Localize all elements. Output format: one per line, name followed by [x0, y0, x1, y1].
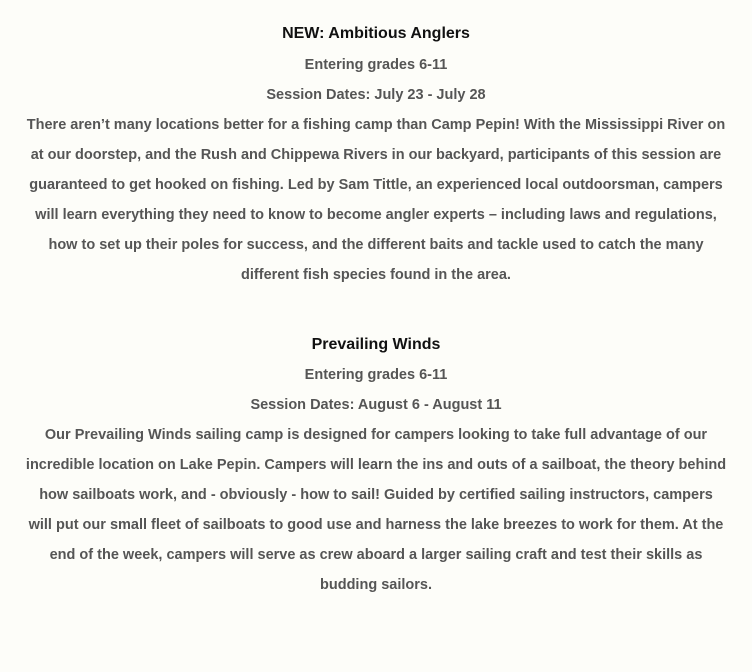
- session-description: [0, 110, 752, 290]
- description-line: guaranteed to get hooked on fishing. Led by Sam Tittle, an experienced local outdoorsman, campers: [29, 177, 723, 193]
- session-dates: Session Dates: August 6 - August 11: [250, 397, 502, 413]
- description-line: how to set up their poles for success, and the different baits and tackle used to catch the many: [48, 237, 704, 253]
- description-line: incredible location on Lake Pepin. Campers will learn the ins and outs of a sailboat, the theory behind: [25, 457, 727, 473]
- description-line: different fish species found in the area.: [241, 267, 511, 283]
- description-line: end of the week, campers will serve as crew aboard a larger sailing craft and test their skills as: [49, 547, 703, 563]
- description-line: will learn everything they need to know to become angler experts – including laws and regulations,: [35, 207, 717, 223]
- description-line: Our Prevailing Winds sailing camp is designed for campers looking to take full advantage of our: [44, 427, 708, 443]
- description-line: There aren’t many locations better for a fishing camp than Camp Pepin! With the Mississippi River on: [26, 117, 726, 133]
- session-grades: Entering grades 6-11: [304, 367, 448, 383]
- description-line: how sailboats work, and - obviously - how to sail! Guided by certified sailing instructors, campers: [39, 487, 713, 503]
- description-line: at our doorstep, and the Rush and Chippewa Rivers in our backyard, participants of this session are: [30, 147, 722, 163]
- camp-session-prevailing-winds: [0, 335, 752, 600]
- camp-session-ambitious-anglers: [0, 24, 752, 290]
- session-title: Prevailing Winds: [311, 336, 441, 353]
- session-dates: Session Dates: July 23 - July 28: [266, 87, 486, 103]
- description-line: budding sailors.: [320, 577, 432, 593]
- session-description: [0, 420, 752, 600]
- session-grades: Entering grades 6-11: [304, 57, 448, 73]
- session-title: NEW: Ambitious Anglers: [282, 25, 470, 42]
- description-line: will put our small fleet of sailboats to good use and harness the lake breezes to work for them. At the: [28, 517, 724, 533]
